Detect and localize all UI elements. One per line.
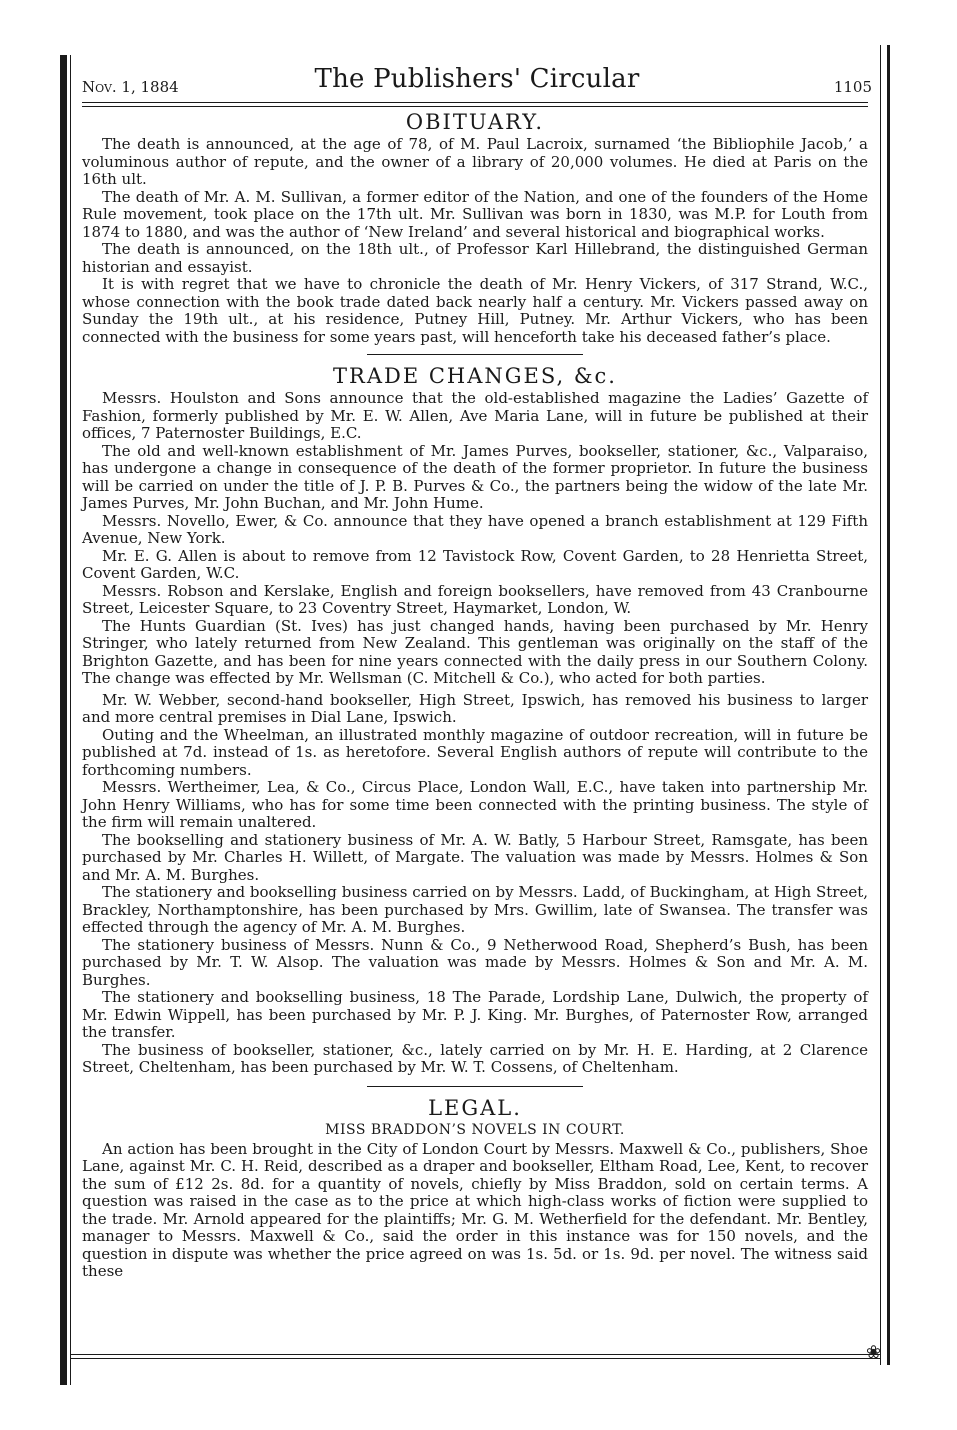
trade-changes-heading: TRADE CHANGES, &c. — [333, 364, 617, 388]
obituary-paragraph: It is with regret that we have to chronicle the death of Mr. Henry Vickers, of 317 Strand, W.C., whose connection with the book trade dated back nearly half a century. Mr. Vickers passed away on Sunday the 19th ult., at his residence, Putney Hill, Putney. Mr. Arthur Vickers, who has been connected with the business for some years past, will henceforth take his deceased father’s place. — [82, 275, 868, 346]
page-border-right — [887, 45, 890, 1365]
obituary-paragraph: The death of Mr. A. M. Sullivan, a former editor of the Nation, and one of the founders of the Home Rule movement, took place on the 17th ult. Mr. Sullivan was born in 1830, was M.P. for Louth from 1874 to 1880, and was the author of ‘New Ireland’ and several historical and biographical works. — [82, 187, 868, 241]
trade-changes-paragraph: The stationery and bookselling business, 18 The Parade, Lordship Lane, Dulwich, the property of Mr. Edwin Wippell, has been purchased by Mr. P. J. King. Mr. Burghes, of Paternoster Row, arranged the transfer. — [82, 988, 868, 1041]
obituary-paragraph: The death is announced, on the 18th ult., of Professor Karl Hillebrand, the distinguished German historian and essayist. — [82, 240, 868, 276]
obituary-paragraph: The death is announced, at the age of 78, of M. Paul Lacroix, surnamed ‘the Bibliophile Jacob,’ a voluminous author of repute, and the owner of a library of 20,000 volumes. He died at Paris on the 16th ult. — [82, 135, 868, 188]
fleuron-icon: ❀ — [866, 1342, 882, 1363]
trade-changes-paragraph: Messrs. Wertheimer, Lea, & Co., Circus Place, London Wall, E.C., have taken into partnership Mr. John Henry Williams, who has for some time been connected with the printing business. The style of the firm will remain unaltered. — [82, 778, 868, 831]
trade-changes-paragraph: Messrs. Houlston and Sons announce that the old-established magazine the Ladies’ Gazette of Fashion, formerly published by Mr. E. W. Allen, Ave Maria Lane, will in future be published at their offices, 7 Paternoster Buildings, E.C. — [82, 389, 868, 442]
trade-changes-paragraph: The bookselling and stationery business of Mr. A. W. Batly, 5 Harbour Street, Ramsgate, has been purchased by Mr. Charles H. Willett, of Margate. The valuation was made by Messrs. Holmes & Son and Mr. A. M. Burghes. — [82, 830, 868, 884]
legal-paragraph: An action has been brought in the City of London Court by Messrs. Maxwell & Co., publishers, Shoe Lane, against Mr. C. H. Reid, described as a draper and bookseller, Eltham Road, Lee, Kent, to recover the sum of £12 2s. 8d. for a quantity of novels, chiefly by Miss Braddon, sold on certain terms. A question was raised in the case as to the price at which high-class works of fiction were supplied to the trade. Mr. Arnold appeared for the plaintiffs; Mr. G. M. Wetherfield for the defendant. Mr. Bentley, manager to Messrs. Maxwell & Co., said the order in this instance was for 150 novels, and the question in dispute was whether the price agreed on was 1s. 5d. or 1s. 9d. per novel. The witness said these — [82, 1139, 868, 1280]
trade-changes-section — [82, 364, 868, 1077]
article-body — [82, 110, 868, 1281]
trade-changes-paragraph: Mr. E. G. Allen is about to remove from 12 Tavistock Row, Covent Garden, to 28 Henrietta Street, Covent Garden, W.C. — [82, 546, 868, 582]
section-divider — [367, 1086, 583, 1087]
trade-changes-paragraph: Mr. W. Webber, second-hand bookseller, High Street, Ipswich, has removed his business to larger and more central premises in Dial Lane, Ipswich. — [82, 690, 868, 726]
trade-changes-paragraph: Outing and the Wheelman, an illustrated monthly magazine of outdoor recreation, will in future be published at 7d. instead of 1s. as heretofore. Several English authors of repute will contribute to the forthcoming numbers. — [82, 725, 868, 779]
trade-changes-paragraph: Messrs. Novello, Ewer, & Co. announce that they have opened a branch establishment at 129 Fifth Avenue, New York. — [82, 511, 868, 547]
page-number: 1105 — [833, 78, 872, 96]
page-border-bottom — [70, 1354, 880, 1359]
trade-changes-paragraph: The old and well-known establishment of Mr. James Purves, bookseller, stationer, &c., Valparaiso, has undergone a change in consequence of the death of the former proprietor. In future the business will be carried on under the title of J. P. B. Purves & Co., the partners being the widow of the late Mr. James Purves, Mr. John Buchan, and Mr. John Hume. — [82, 441, 868, 512]
running-header — [82, 64, 872, 98]
trade-changes-paragraph: The business of bookseller, stationer, &c., lately carried on by Mr. H. E. Harding, at 2 Clarence Street, Cheltenham, has been purchased by Mr. W. T. Cossens, of Cheltenham. — [82, 1040, 868, 1076]
obituary-heading: OBITUARY. — [405, 110, 545, 134]
page-border-left — [60, 55, 67, 1385]
trade-changes-paragraph: The stationery and bookselling business carried on by Messrs. Ladd, of Buckingham, at High Street, Brackley, Northamptonshire, has been purchased by Mrs. Gwillim, late of Swansea. The transfer was effected through the agency of Mr. A. M. Burghes. — [82, 883, 868, 936]
header-rule — [82, 102, 868, 107]
trade-changes-paragraph: The Hunts Guardian (St. Ives) has just changed hands, having been purchased by Mr. Henry Stringer, who lately returned from New Zealand. This gentleman was originally on the staff of the Brighton Gazette, and has been for nine years connected with the daily press in our Southern Colony. The change was effected by Mr. Wellsman (C. Mitchell & Co.), who acted for both parties. — [82, 616, 868, 687]
issue-date: Nov. 1, 1884 — [82, 78, 179, 96]
journal-title: The Publishers' Circular — [314, 64, 640, 94]
trade-changes-paragraph: Messrs. Robson and Kerslake, English and foreign booksellers, have removed from 43 Cranbourne Street, Leicester Square, to 23 Coventry Street, Haymarket, London, W. — [82, 581, 868, 617]
page-border-left-inner — [70, 55, 71, 1385]
legal-heading: LEGAL. — [428, 1095, 522, 1120]
legal-section — [82, 1096, 868, 1281]
section-divider — [367, 354, 583, 355]
legal-subheading: MISS BRADDON’S NOVELS IN COURT. — [325, 1121, 625, 1138]
trade-changes-paragraph: The stationery business of Messrs. Nunn & Co., 9 Netherwood Road, Shepherd’s Bush, has been purchased by Mr. T. W. Alsop. The valuation was made by Messrs. Holmes & Son and Mr. A. M. Burghes. — [82, 935, 868, 989]
page-border-right-inner — [880, 45, 881, 1365]
obituary-section — [82, 110, 868, 346]
